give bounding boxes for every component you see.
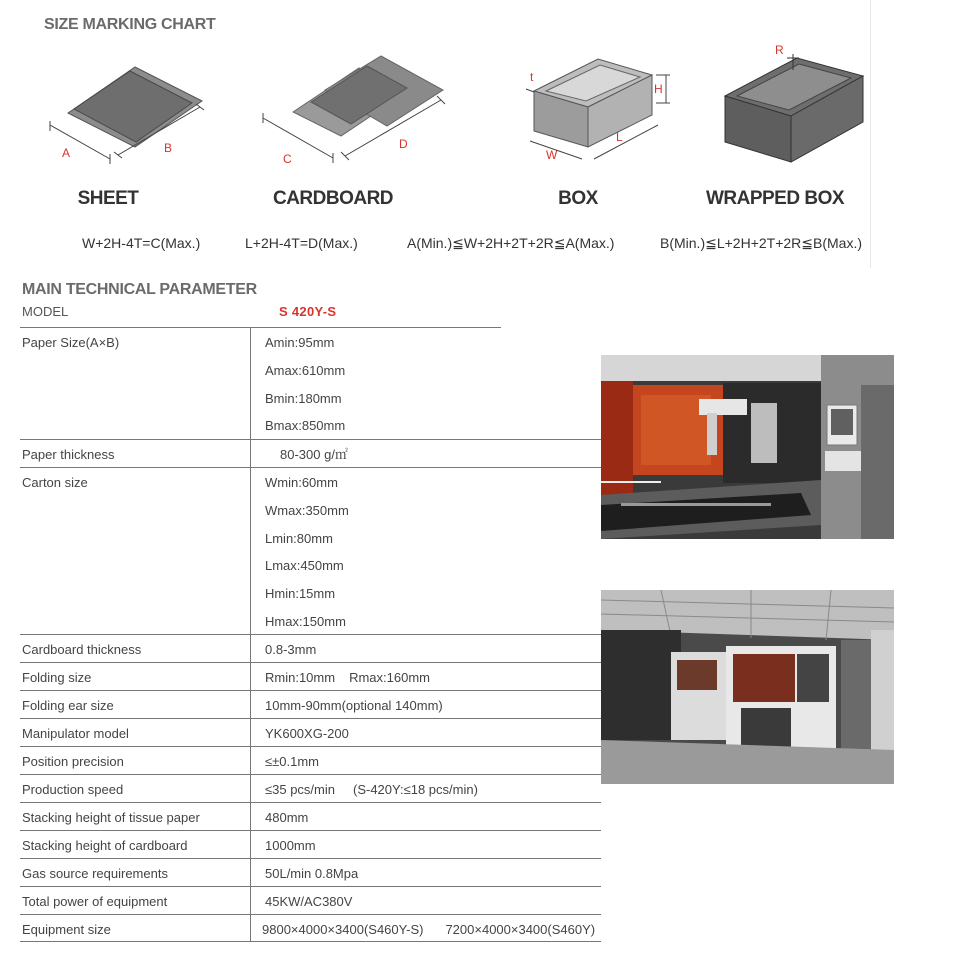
size-chart-heading: SIZE MARKING CHART [44,16,216,33]
param-value: Amax:610mm [265,362,346,378]
param-label: Cardboard thickness [22,642,142,657]
param-value: Bmin:180mm [265,390,342,406]
param-row [20,915,601,942]
param-value: Hmin:15mm [265,586,336,602]
param-label: Stacking height of tissue paper [22,810,200,825]
box-diagram [520,55,685,175]
param-label: Carton size [22,475,88,490]
param-row [20,803,601,831]
label-d: D [399,137,408,151]
cardboard-diagram [255,50,455,175]
param-row [20,859,601,887]
param-label: Equipment size [22,922,111,937]
label-r: R [775,43,784,57]
label-h: H [654,82,663,96]
param-value: Hmax:150mm [265,613,346,629]
param-label: Folding size [22,670,92,685]
param-row [20,747,601,775]
param-value: 480mm [265,810,309,825]
param-value: 50L/min 0.8Mpa [265,866,359,881]
param-value: ≤35 pcs/min [265,782,335,797]
param-row [20,691,601,719]
param-label: Position precision [22,754,124,769]
param-value: 10mm-90mm(optional 140mm) [265,698,443,713]
param-row [20,887,601,915]
wrapped-box-formula: B(Min.)≦L+2H+2T+2R≦B(Max.) [660,235,863,251]
sheet-diagram [40,55,215,170]
param-label: Paper thickness [22,447,115,462]
param-row [20,328,601,440]
param-value: 7200×4000×3400(S460Y) [445,922,596,937]
machine-interior-photo [601,355,894,539]
sheet-title: SHEET [77,188,139,209]
factory-photo [601,590,894,784]
param-label: Total power of equipment [22,894,168,909]
param-value: Rmax:160mm [349,670,430,685]
param-row [20,635,601,663]
label-l: L [616,130,623,144]
cardboard-title: CARDBOARD [272,188,394,209]
wrapped-box-diagram [715,40,875,170]
param-label: Paper Size(A×B) [22,335,120,350]
param-value: 1000mm [265,838,316,853]
param-value: Wmax:350mm [265,502,349,518]
param-label: Gas source requirements [22,866,168,881]
box-formula: A(Min.)≦W+2H+2T+2R≦A(Max.) [407,235,615,251]
param-label: Production speed [22,782,124,797]
param-label: Manipulator model [22,726,129,741]
param-value: Wmin:60mm [265,475,338,490]
param-row [20,440,601,468]
param-row [20,468,601,635]
param-value: 9800×4000×3400(S460Y-S) [262,922,424,937]
param-value: ≤±0.1mm [265,754,319,769]
param-label: Folding ear size [22,698,114,713]
box-title: BOX [558,188,598,209]
param-value: Bmax:850mm [265,418,346,434]
param-row [20,719,601,747]
param-value: (S-420Y:≤18 pcs/min) [353,782,478,797]
param-value: Lmax:450mm [265,558,344,574]
label-b: B [164,141,173,155]
sheet-formula: W+2H-4T=C(Max.) [82,235,201,251]
params-heading: MAIN TECHNICAL PARAMETER [22,281,257,298]
wrapped-box-title: WRAPPED BOX [705,188,845,209]
label-w: W [546,148,558,162]
param-value: 80-300 g/㎡ [280,447,348,462]
label-c: C [283,152,292,166]
param-value: YK600XG-200 [265,726,349,741]
param-row [20,831,601,859]
param-value: Rmin:10mm [265,670,336,685]
param-label: Stacking height of cardboard [22,838,188,853]
label-a: A [62,146,71,160]
param-value: 0.8-3mm [265,642,317,657]
param-row [20,775,601,803]
model-label: MODEL [22,304,69,319]
param-value: Amin:95mm [265,335,335,350]
param-value: Lmin:80mm [265,530,333,546]
cardboard-formula: L+2H-4T=D(Max.) [245,235,358,251]
model-value: S 420Y-S [279,304,337,319]
param-row [20,663,601,691]
param-value: 45KW/AC380V [265,894,353,909]
label-t: t [530,70,534,84]
